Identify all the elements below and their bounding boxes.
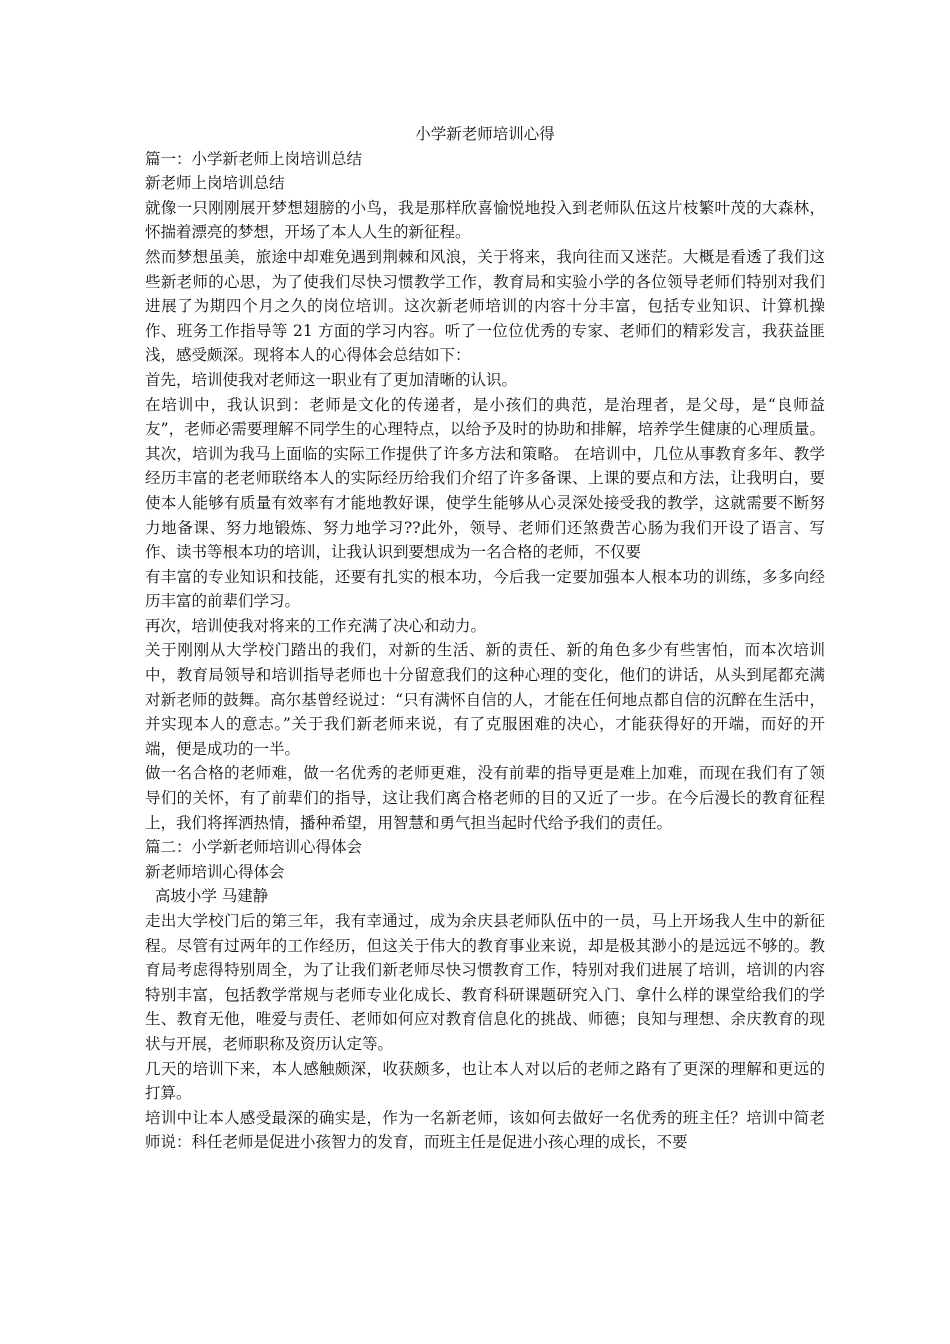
- document-body: [145, 122, 825, 1155]
- paragraph: 几天的培训下来，本人感触颇深，收获颇多，也让本人对以后的老师之路有了更深的理解和更远的打算。: [145, 1059, 825, 1103]
- section-one-subtitle: 新老师上岗培训总结: [145, 174, 285, 193]
- paragraph: 然而梦想虽美，旅途中却难免遇到荆棘和风浪，关于将来，我向往而又迷茫。大概是看透了我们这些新老师的心思，为了使我们尽快习惯教学工作，教育局和实验小学的各位领导老师们特别对我们进展了为期四个月之久的岗位培训。这次新老师培训的内容十分丰富，包括专业知识、计算机操作、班务工作指导等 21 方面的学习内容。听了一位位优秀的专家、老师们的精彩发言，我获益匪浅，感受颇深。现将本人的心得体会总结如下：: [145, 247, 825, 365]
- section-two-heading: 篇二：小学新老师培训心得体会: [145, 838, 363, 857]
- paragraph: 做一名合格的老师难，做一名优秀的老师更难，没有前辈的指导更是难上加难，而现在我们有了领导们的关怀，有了前辈们的指导，这让我们离合格老师的目的又近了一步。在今后漫长的教育征程上，我们将挥洒热情，播种希望，用智慧和勇气担当起时代给予我们的责任。: [145, 764, 825, 832]
- paragraph: 关于刚刚从大学校门踏出的我们，对新的生活、新的责任、新的角色多少有些害怕，而本次培训中，教育局领导和培训指导老师也十分留意我们的这种心理的变化，他们的讲话，从头到尾都充满对新老师的鼓舞。高尔基曾经说过：“只有满怀自信的人，才能在任何地点都自信的沉醉在生活中，并实现本人的意志。”关于我们新老师来说，有了克服困难的决心，才能获得好的开端，而好的开端，便是成功的一半。: [145, 641, 825, 758]
- document-title: 小学新老师培训心得: [415, 125, 555, 143]
- paragraph: 有丰富的专业知识和技能，还要有扎实的根本功，今后我一定要加强本人根本功的训练，多多向经历丰富的前辈们学习。: [145, 567, 825, 611]
- paragraph: 首先，培训使我对老师这一职业有了更加清晰的认识。: [145, 370, 518, 389]
- section-one-heading: 篇一：小学新老师上岗培训总结: [145, 149, 363, 168]
- paragraph: 培训中让本人感受最深的确实是，作为一名新老师，该如何去做好一名优秀的班主任？培训中简老师说：科任老师是促进小孩智力的发育，而班主任是促进小孩心理的成长，不要: [145, 1108, 825, 1152]
- paragraph: 再次，培训使我对将来的工作充满了决心和动力。: [145, 616, 487, 635]
- paragraph: 走出大学校门后的第三年，我有幸通过，成为余庆县老师队伍中的一员，马上开场我人生中的新征程。尽管有过两年的工作经历，但这关于伟大的教育事业来说，却是极其渺小的是远远不够的。教育局考虑得特别周全，为了让我们新老师尽快习惯教育工作，特别对我们进展了培训，培训的内容特别丰富，包括教学常规与老师专业化成长、教育科研课题研究入门、拿什么样的课堂给我们的学生、教育无他，唯爱与责任、老师如何应对教育信息化的挑战、师德；良知与理想、余庆教育的现状与开展，老师职称及资历认定等。: [145, 912, 825, 1053]
- author-line: 高坡小学 马建静: [145, 887, 269, 906]
- paragraph: 在培训中，我认识到：老师是文化的传递者，是小孩们的典范，是治理者，是父母，是“良师益友”，老师必需要理解不同学生的心理特点，以给予及时的协助和排解，培养学生健康的心理质量。 其次，培训为我马上面临的实际工作提供了许多方法和策略。 在培训中，几位从事教育多年、教学经历丰富的老老师联络本人的实际经历给我们介绍了许多备课、上课的要点和方法，让我明白，要使本人能够有质量有效率有才能地教好课，使学生能够从心灵深处接受我的教学，这就需要不断努力地备课、努力地锻炼、努力地学习??此外，领导、老师们还煞费苦心肠为我们开设了语言、写作、读书等根本功的培训，让我认识到要想成为一名合格的老师，不仅要: [145, 395, 825, 562]
- section-two-subtitle: 新老师培训心得体会: [145, 862, 285, 881]
- paragraph: 就像一只刚刚展开梦想翅膀的小鸟，我是那样欣喜愉悦地投入到老师队伍这片枝繁叶茂的大森林，怀揣着漂亮的梦想，开场了本人人生的新征程。: [145, 198, 825, 242]
